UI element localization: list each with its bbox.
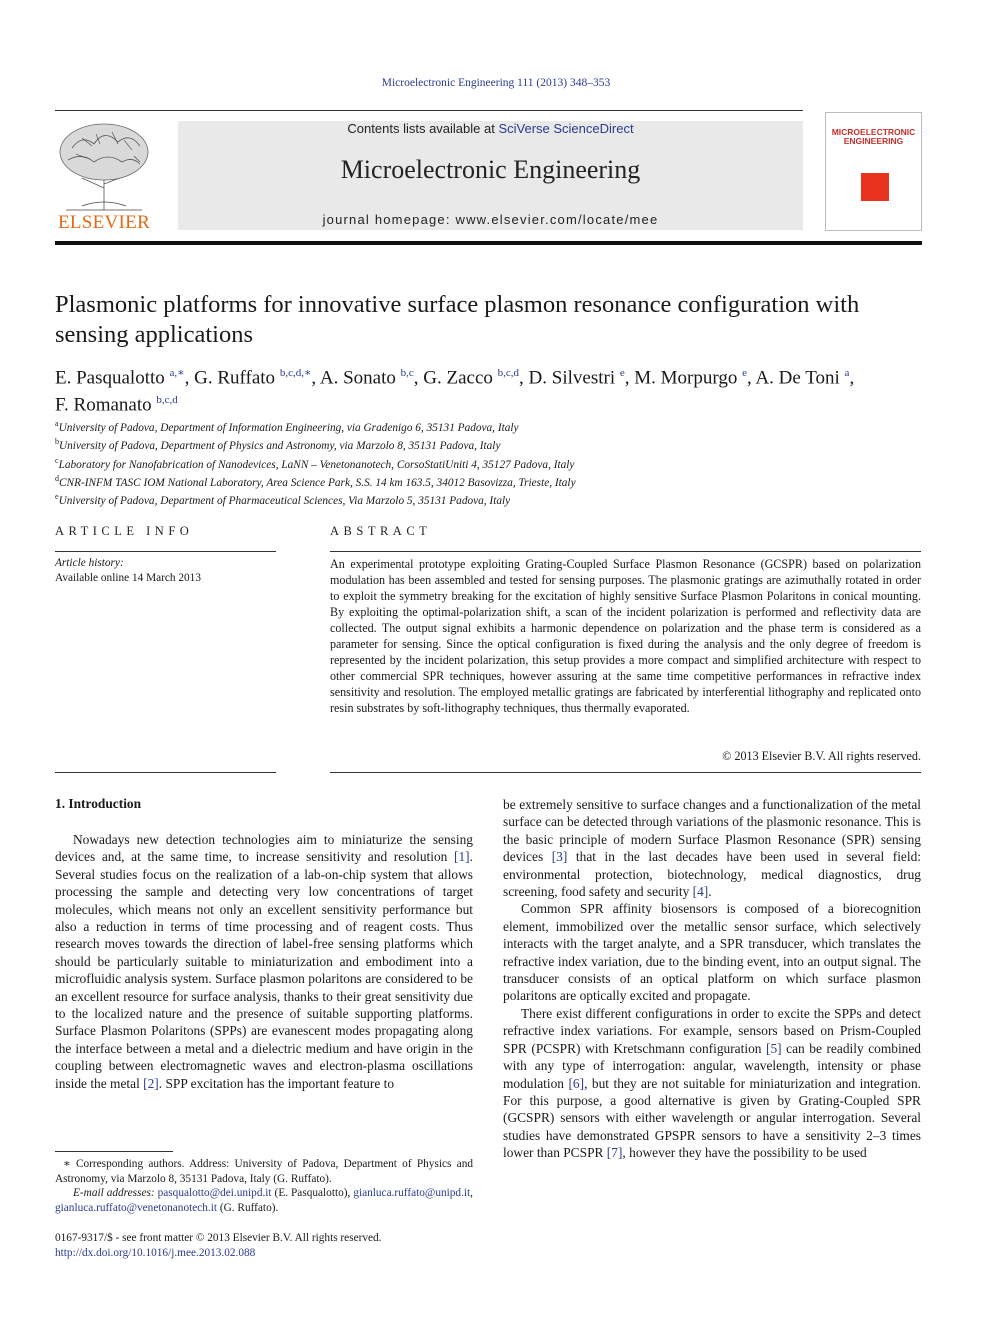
affiliation-text: University of Padova, Department of Information Engineering, via Gradenigo 6, 35131 Padova, Italy [58, 421, 519, 434]
cover-title [826, 128, 921, 145]
email-addresses [55, 1186, 473, 1215]
author-affiliation-marker[interactable]: a,∗ [169, 367, 185, 379]
affiliation-text: Laboratory for Nanofabrication of Nanodevices, LaNN – Venetonanotech, CorsoStatiUniti 4, 35127 Padova, Italy [58, 458, 575, 471]
sciencedirect-link[interactable]: SciVerse ScienceDirect [498, 121, 634, 136]
paragraph [503, 796, 921, 900]
author-separator: , [311, 367, 320, 389]
text-run: . [708, 884, 712, 900]
paragraph [503, 900, 921, 1004]
reference-link[interactable]: [4] [692, 884, 709, 900]
author-separator: , [747, 367, 756, 389]
history-value: Available online 14 March 2013 [55, 571, 201, 584]
affiliation-text: University of Padova, Department of Physics and Astronomy, via Marzolo 8, 35131 Padova, Italy [59, 440, 501, 453]
cover-graphic [861, 173, 889, 201]
homepage-link[interactable]: www.elsevier.com/locate/mee [455, 212, 659, 227]
article-info-heading: ARTICLE INFO [55, 524, 194, 538]
corresponding-author-footnote [55, 1157, 473, 1215]
affiliation [55, 472, 855, 490]
affiliation-key: c [55, 455, 59, 465]
body-column-right [503, 796, 921, 1162]
affiliation-key: e [55, 492, 59, 502]
abstract-rule [330, 551, 921, 552]
author-separator: , [519, 367, 529, 389]
author-affiliation-marker[interactable]: a [844, 367, 850, 379]
text-run: . Several studies focus on the realization of a lab-on-chip system that allows processing the sample and detecting very low concentrations of target molecules, which means not only an excellent sensitivity performance but also a reduction in terms of time processing and of reagent costs. Thus research moves towards the direction of label-free sensing platforms which should be particularly suitable to miniaturization and embodiment into a microfluidic analysis system. Surface plasmon polaritons are considered to be an excellent resource for surface analysis, thanks to their great sensitivity due to the localized nature and the presence of suitable supporting platforms. Surface Plasmon Polaritons (SPPs) are evanescent modes propagating along the interface between a metal and a dielectric medium and have origin in the coupling between electromagnetic waves and electron-plasma oscillations inside the metal [55, 849, 473, 1091]
affiliation-text: University of Padova, Department of Pharmaceutical Sciences, Via Marzolo 5, 35131 Padova, Italy [58, 494, 511, 507]
author-name: E. Pasqualotto [55, 367, 165, 389]
email-link-ruffato-venetonanotech[interactable]: gianluca.ruffato@venetonanotech.it [55, 1201, 218, 1214]
author-name: A. Sonato [319, 367, 396, 389]
abstract-bottom-rule [330, 772, 921, 773]
author-name: G. Ruffato [194, 367, 276, 389]
author-separator: , [413, 367, 424, 389]
reference-link[interactable]: [6] [568, 1075, 585, 1091]
author-affiliation-marker[interactable]: e [619, 367, 625, 379]
text-run: . SPP excitation has the important feature to [158, 1075, 395, 1091]
header-thick-rule [55, 241, 922, 245]
issn-line: 0167-9317/$ - see front matter © 2013 Elsevier B.V. All rights reserved. [55, 1232, 382, 1244]
running-head[interactable]: Microelectronic Engineering 111 (2013) 348–353 [381, 77, 611, 89]
text-run: Nowadays new detection technologies aim to miniaturize the sensing devices and, at the same time, to increase sensitivity and resolution [55, 832, 473, 865]
affiliation [55, 417, 855, 435]
contents-prefix: Contents lists available at [347, 121, 499, 136]
reference-link[interactable]: [1] [454, 849, 470, 865]
article-info-rule [55, 551, 276, 552]
email-owner: (E. Pasqualotto), [271, 1187, 354, 1199]
homepage-prefix: journal homepage: [322, 212, 456, 227]
reference-link[interactable]: [3] [551, 849, 568, 865]
text-run: be extremely sensitive to surface changes and a functionalization of the metal surface can be detected through variations of the plasmonic resonance. This is the basic principle of modern Surface Plasmon Resonance (SPR) sensing devices [503, 797, 921, 865]
journal-homepage [178, 212, 803, 227]
header-rule [55, 110, 803, 111]
journal-name: Microelectronic Engineering [340, 155, 641, 184]
email-separator: , [470, 1187, 473, 1199]
author-separator: , [849, 367, 855, 389]
body-column-left [55, 831, 473, 1092]
affiliation-key: d [55, 473, 59, 483]
author-list [55, 362, 925, 417]
affiliation [55, 435, 855, 453]
author-separator: , [624, 367, 635, 389]
affiliation [55, 454, 855, 472]
author-affiliation-marker[interactable]: b,c,d,∗ [279, 367, 312, 379]
footnote-rule [55, 1151, 173, 1152]
paragraph [55, 831, 473, 1092]
text-run: Common SPR affinity biosensors is composed of a biorecognition element, immobilized over the metallic sensor surface, which selectively interacts with the target analyte, and a SPR transducer, which translates the refractive index variation, due to the binding event, into an output signal. The transducer consists of an optical platform on which surface plasmon polaritons are optically excited and propagate. [503, 901, 921, 1004]
abstract-heading: ABSTRACT [330, 524, 432, 538]
abstract-text: An experimental prototype exploiting Grating-Coupled Surface Plasmon Resonance (GCSPR) based on polarization modulation has been assembled and tested for sensing purposes. The plasmonic gratings are azimuthally rotated in order to exploit the symmetry breaking for the excitation of highly sensitive Surface Plasmon Polaritons in conical mounting. By exploiting the optimal-polarization shift, a scan of the incident polarization is performed and reflectivity data are collected. The output signal exhibits a harmonic dependence on polarization and the phase term is considered as a parameter for sensing. Since the optical configuration is fixed during the analysis and the only degree of freedom is represented by the incident polarization, this setup provides a more compact and simplified architecture with respect to other commercial SPR techniques, however assuring at the same time competitive performances in refractive index sensitivity and resolution. The employed metallic gratings are fabricated by interferential lithography and replicated onto resin substrates by soft-lithography techniques, thus thermally evaporated. [330, 557, 921, 715]
text-run: , but they are not suitable for miniaturization and integration. For this purpose, a good alternative is given by Grating-Coupled SPR (GCSPR) sensors with either wavelength or angular interrogation. Several studies have demonstrated GPSPR sensors to have a sensitivity 2–3 times lower than PCSPR [503, 1075, 921, 1161]
author-name: A. De Toni [755, 367, 840, 389]
journal-cover-thumbnail[interactable] [825, 112, 922, 231]
reference-link[interactable]: [5] [766, 1040, 782, 1056]
cover-title-line1: MICROELECTRONIC [831, 127, 916, 137]
paragraph [503, 1005, 921, 1162]
email-link-pasqualotto[interactable]: pasqualotto@dei.unipd.it [157, 1187, 272, 1199]
affiliation-key: b [55, 437, 59, 447]
author-name: M. Morpurgo [634, 367, 738, 389]
article-history [55, 556, 276, 585]
reference-link[interactable]: [7] [606, 1145, 623, 1161]
author-name: D. Silvestri [528, 367, 616, 389]
history-label: Article history: [55, 557, 124, 569]
author-name: F. Romanato [55, 394, 152, 416]
text-run: that in the last decades have been used in several field: environmental protection, biotechnology, medical diagnostics, drug screening, food safety and security [503, 849, 922, 900]
reference-link[interactable]: [2] [143, 1075, 159, 1091]
cover-title-line2: ENGINEERING [843, 135, 904, 146]
text-run: , however they have the possibility to be used [622, 1145, 867, 1161]
text-run: can be readily combined with any type of interrogation: angular, wavelength, intensity or phase modulation [503, 1040, 921, 1091]
author-separator: , [184, 367, 195, 389]
author-affiliation-marker[interactable]: b,c,d [156, 394, 178, 407]
email-label: E-mail addresses: [73, 1187, 155, 1199]
affiliation-key: a [55, 419, 59, 428]
contents-line [178, 121, 803, 136]
author-name: G. Zacco [423, 367, 493, 389]
elsevier-tree-icon [52, 118, 156, 214]
article-title: Plasmonic platforms for innovative surface plasmon resonance configuration with sensing applications [55, 291, 860, 348]
affiliation-text: CNR-INFM TASC IOM National Laboratory, Area Science Park, S.S. 14 km 163.5, 34012 Basovizza, Trieste, Italy [59, 476, 576, 489]
affiliation [55, 490, 855, 508]
elsevier-wordmark: ELSEVIER [57, 212, 151, 233]
elsevier-logo[interactable] [52, 118, 156, 236]
issn-block [55, 1231, 475, 1260]
author-affiliation-marker[interactable]: b,c,d [497, 367, 520, 379]
doi-link[interactable]: http://dx.doi.org/10.1016/j.mee.2013.02.088 [55, 1246, 256, 1259]
email-owner: (G. Ruffato). [217, 1201, 279, 1214]
affiliation-list [55, 417, 855, 508]
email-link-ruffato-unipd[interactable]: gianluca.ruffato@unipd.it [353, 1187, 471, 1199]
text-run: There exist different configurations in order to excite the SPPs and detect refractive index variations. For example, sensors based on Prism-Coupled SPR (PCSPR) with Kretschmann configuration [503, 1005, 921, 1056]
introduction-heading: 1. Introduction [55, 796, 142, 811]
copyright-notice: © 2013 Elsevier B.V. All rights reserved. [722, 749, 921, 763]
author-affiliation-marker[interactable]: e [742, 367, 747, 379]
corresponding-note: ∗ Corresponding authors. Address: University of Padova, Department of Physics and Astronomy, via Marzolo 8, 35131 Padova, Italy (G. Ruffato). [55, 1158, 473, 1185]
author-affiliation-marker[interactable]: b,c [400, 367, 414, 379]
article-info-bottom-rule [55, 772, 276, 773]
